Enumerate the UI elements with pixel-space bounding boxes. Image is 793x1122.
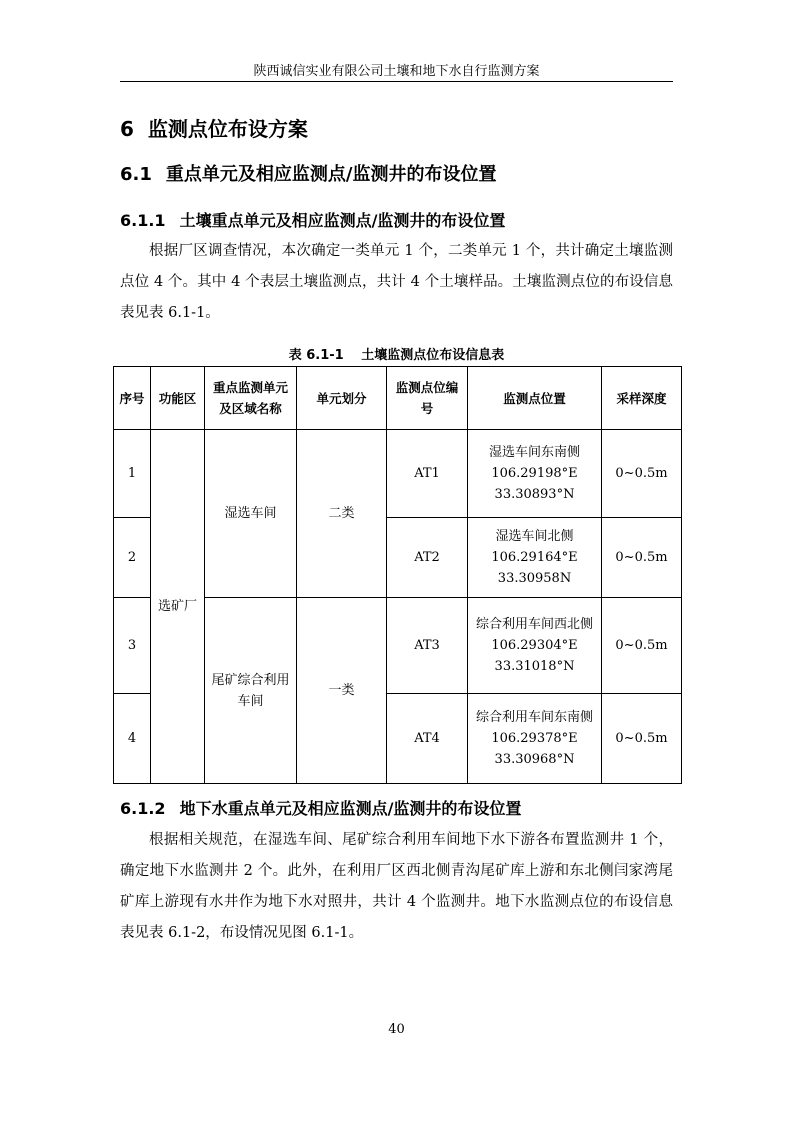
section-title: 监测点位布设方案 bbox=[147, 117, 308, 141]
cell-function-area: 选矿厂 bbox=[151, 430, 205, 784]
cell-unit-name: 尾矿综合利用车间 bbox=[205, 598, 297, 784]
subsubsection-heading-soil bbox=[120, 210, 505, 232]
header-point-code: 监测点位编号 bbox=[387, 367, 468, 430]
subsection-heading bbox=[120, 163, 496, 187]
cell-no: 2 bbox=[114, 518, 151, 598]
location-longitude: 106.29198°E bbox=[491, 466, 578, 481]
cell-unit-class: 一类 bbox=[297, 598, 387, 784]
table-header-row bbox=[114, 367, 682, 430]
header-function-area: 功能区 bbox=[151, 367, 205, 430]
subsubsection-number: 6.1.2 bbox=[120, 799, 166, 818]
table-caption: 表 6.1-1 土壤监测点位布设信息表 bbox=[288, 348, 505, 363]
cell-unit-name: 湿选车间 bbox=[205, 430, 297, 598]
cell-point-location bbox=[468, 430, 602, 518]
location-latitude: 33.30968°N bbox=[494, 752, 575, 767]
subsection-number: 6.1 bbox=[120, 164, 152, 185]
cell-no: 1 bbox=[114, 430, 151, 518]
location-latitude: 33.30893°N bbox=[494, 487, 575, 502]
header-unit-name: 重点监测单元及区域名称 bbox=[205, 367, 297, 430]
header-depth: 采样深度 bbox=[602, 367, 682, 430]
subsubsection-title: 土壤重点单元及相应监测点/监测井的布设位置 bbox=[179, 211, 506, 230]
header-rule bbox=[120, 81, 673, 82]
page-number: 40 bbox=[388, 1022, 405, 1037]
section-heading bbox=[120, 116, 308, 142]
soil-paragraph: 根据厂区调查情况，本次确定一类单元 1 个，二类单元 1 个，共计确定土壤监测点位 4 个。其中 4 个表层土壤监测点，共计 4 个土壤样品。土壤监测点位的布设信息表见表 6.1-1。 bbox=[120, 243, 673, 321]
cell-point-location bbox=[468, 598, 602, 694]
cell-depth: 0~0.5m bbox=[602, 430, 682, 518]
table-row bbox=[114, 430, 682, 518]
cell-point-code: AT1 bbox=[387, 430, 468, 518]
subsubsection-heading-groundwater bbox=[120, 798, 521, 820]
location-name: 湿选车间东南侧 bbox=[488, 445, 580, 460]
cell-no: 4 bbox=[114, 694, 151, 784]
location-longitude: 106.29164°E bbox=[491, 550, 578, 565]
location-name: 综合利用车间东南侧 bbox=[475, 710, 593, 725]
location-name: 湿选车间北侧 bbox=[495, 529, 574, 544]
cell-depth: 0~0.5m bbox=[602, 598, 682, 694]
location-latitude: 33.30958N bbox=[497, 571, 572, 586]
groundwater-paragraph: 根据相关规范，在湿选车间、尾矿综合利用车间地下水下游各布置监测井 1 个，确定地下水监测井 2 个。此外，在利用厂区西北侧青沟尾矿库上游和东北侧闫家湾尾矿库上游现有水井作为地下水对照井，共计 4 个监测井。地下水监测点位的布设信息表见表 6.1-2，布设情况见图 6.1-1。 bbox=[120, 832, 673, 941]
location-longitude: 106.29304°E bbox=[491, 638, 578, 653]
cell-point-code: AT4 bbox=[387, 694, 468, 784]
header-point-location: 监测点位置 bbox=[468, 367, 602, 430]
soil-monitoring-table bbox=[113, 366, 682, 784]
location-longitude: 106.29378°E bbox=[491, 731, 578, 746]
subsubsection-title: 地下水重点单元及相应监测点/监测井的布设位置 bbox=[179, 799, 522, 818]
cell-unit-class: 二类 bbox=[297, 430, 387, 598]
cell-no: 3 bbox=[114, 598, 151, 694]
running-head: 陕西诚信实业有限公司土壤和地下水自行监测方案 bbox=[253, 64, 540, 79]
location-name: 综合利用车间西北侧 bbox=[475, 617, 593, 632]
cell-point-location bbox=[468, 694, 602, 784]
header-no: 序号 bbox=[114, 367, 151, 430]
header-unit-class: 单元划分 bbox=[297, 367, 387, 430]
cell-point-location bbox=[468, 518, 602, 598]
section-number: 6 bbox=[120, 117, 134, 141]
cell-point-code: AT2 bbox=[387, 518, 468, 598]
cell-point-code: AT3 bbox=[387, 598, 468, 694]
subsubsection-number: 6.1.1 bbox=[120, 211, 166, 230]
subsection-title: 重点单元及相应监测点/监测井的布设位置 bbox=[165, 164, 497, 185]
location-latitude: 33.31018°N bbox=[494, 659, 575, 674]
cell-depth: 0~0.5m bbox=[602, 694, 682, 784]
cell-depth: 0~0.5m bbox=[602, 518, 682, 598]
